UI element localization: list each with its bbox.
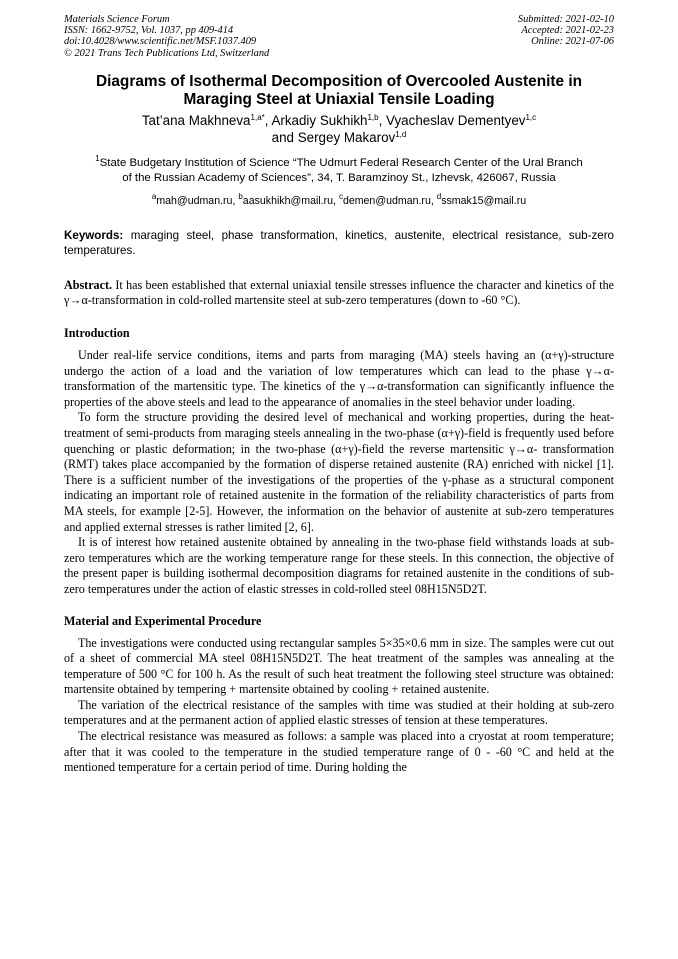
author-name: Arkadiy Sukhikh: [271, 112, 368, 128]
abstract-block: [64, 278, 614, 309]
methods-paragraph-3: The electrical resistance was measured as follows: a sample was placed into a cryostat at room temperature; after that it was cooled to the temperature in the studied temperature range of 0 - -60 °C and held at the mentioned temperature for a certain period of time. During holding the: [64, 729, 614, 775]
affiliation-line-2: of the Russian Academy of Sciences”, 34, T. Baramzinoy St., Izhevsk, 426067, Russia: [122, 171, 556, 184]
title-line-2: Maraging Steel at Uniaxial Tensile Loading: [183, 90, 495, 108]
author-affiliation-mark: 1,d: [395, 129, 407, 139]
email-link[interactable]: ssmak15@mail.ru: [441, 194, 527, 207]
methods-paragraph-1: The investigations were conducted using rectangular samples 5×35×0.6 mm in size. The samples were cut out of a sheet of commercial MA steel 08H15N5D2T. The heat treatment of the samples was annealing at the temperature of 500 °C for 100 h. As the result of such heat treatment the following steel structure was obtained: martensite obtained by tempering + martensite obtained by cooling + retained austenite.: [64, 635, 614, 697]
affiliation-text-1: State Budgetary Institution of Science “The Udmurt Federal Research Center of the Ural Branch: [99, 156, 583, 169]
journal-doi: doi:10.4028/www.scientific.net/MSF.1037.409: [64, 36, 257, 48]
journal-header: [64, 14, 614, 59]
paper-page: [64, 14, 614, 776]
methods-section: [64, 614, 614, 776]
journal-name: Materials Science Forum: [64, 14, 170, 25]
author-name: Tat’ana Makhneva: [141, 112, 251, 128]
introduction-heading: Introduction: [64, 326, 130, 340]
keywords-label: Keywords:: [64, 228, 124, 242]
email-link[interactable]: aasukhikh@mail.ru: [242, 194, 334, 207]
email-link[interactable]: mah@udman.ru: [156, 194, 233, 207]
introduction-section: [64, 326, 614, 598]
paper-title: [64, 73, 614, 109]
methods-paragraph-2: The variation of the electrical resistance of the samples with time was studied at their holding at sub-zero temperatures and at the permanent action of applied elastic stresses of tension at these temperatures.: [64, 697, 614, 728]
title-line-1: Diagrams of Isothermal Decomposition of Overcooled Austenite in: [95, 72, 583, 90]
introduction-paragraph-2: To form the structure providing the desired level of mechanical and working properties, during the heat-treatment of semi-products from maraging steels annealing in the two-phase (α+γ)-field is frequently used before quenching or plastic deformation; in the two-phase (α+γ)-field the reverse martensitic γ→α- transformation (RMT) takes place accompanied by the formation of disperse retained austenite (RA) enriched with nickel [1]. There is a sufficient number of the investigations of the properties of the γ-phase as a structural component indicating an important role of retained austenite in the formation of the reliability characteristics of parts from MA steels, for example [2-5]. However, the information on the behavior of austenite at sub-zero temperatures and applied external stresses is rather limited [2, 6].: [64, 410, 614, 534]
submitted-date: Submitted: 2021-02-10: [517, 14, 614, 25]
email-mark: c: [338, 191, 343, 201]
and-word: and: [271, 129, 294, 145]
author-list: [64, 112, 614, 146]
authors-line-2: [64, 129, 614, 146]
author-affiliation-mark: 1,a*: [250, 112, 265, 122]
email-list: $^a$mah@udman.ru, $^b$aasukhikh@mail.ru, $^c$demen@udman.ru, $^d$ssmak15@mail.ru: [151, 191, 527, 207]
affiliation: [64, 153, 614, 186]
abstract-label: Abstract.: [64, 277, 113, 292]
email-mark: d: [436, 191, 442, 201]
methods-body: [64, 636, 614, 776]
author-affiliation-mark: 1,c: [525, 112, 537, 122]
authors-line-1: Tat’ana Makhneva$^{1,a*}$, Arkadiy Sukhikh$^{1,b}$, Vyacheslav Dementyev$^{1,c}$: [141, 112, 537, 128]
author-name: Vyacheslav Dementyev: [386, 112, 526, 128]
methods-heading: Material and Experimental Procedure: [64, 613, 262, 628]
accepted-date: Accepted: 2021-02-23: [521, 25, 614, 37]
introduction-paragraph-3: It is of interest how retained austenite obtained by annealing in the two-phase field withstands loads at sub-zero temperatures which are the working temperature range for these steels. In this connection, the objective of the present paper is building isothermal decomposition diagrams for retained austenite in the conditions of sub-zero temperatures under the action of elastic stresses in cold-rolled steel 08H15N5D2T.: [64, 535, 614, 596]
introduction-paragraph-1: Under real-life service conditions, items and parts from maraging (MA) steels having an (α+γ)-structure undergo the action of a load and the variation of low temperatures which can lead to the phase γ→α-transformation of the martensitic type. The kinetics of the γ→α-transformation can significantly influence the properties of the above steels and lead to the appearance of anomalies in the steel behavior under loading.: [64, 348, 614, 409]
author-name: Sergey Makarov: [297, 129, 396, 145]
keywords-text: maraging steel, phase transformation, kinetics, austenite, electrical resistance, sub-zero temperatures.: [64, 228, 614, 257]
email-mark: a: [151, 191, 157, 201]
affiliation-line-1: [64, 153, 614, 171]
email-link[interactable]: demen@udman.ru: [342, 194, 431, 207]
affiliation-mark: 1: [95, 153, 100, 163]
abstract-text: It has been established that external uniaxial tensile stresses influence the character and kinetics of the γ→α-transformation in cold-rolled martensite steel at sub-zero temperatures (down to -60 °C).: [64, 277, 614, 308]
publication-dates: [518, 14, 614, 59]
journal-info: [64, 14, 269, 59]
email-mark: b: [238, 191, 243, 201]
journal-issn: ISSN: 1662-9752, Vol. 1037, pp 409-414: [64, 25, 234, 37]
author-affiliation-mark: 1,b: [367, 112, 379, 122]
introduction-body: [64, 348, 614, 598]
online-date: Online: 2021-07-06: [531, 36, 614, 48]
journal-copyright: © 2021 Trans Tech Publications Ltd, Switzerland: [64, 47, 270, 59]
keywords-block: [64, 228, 614, 258]
